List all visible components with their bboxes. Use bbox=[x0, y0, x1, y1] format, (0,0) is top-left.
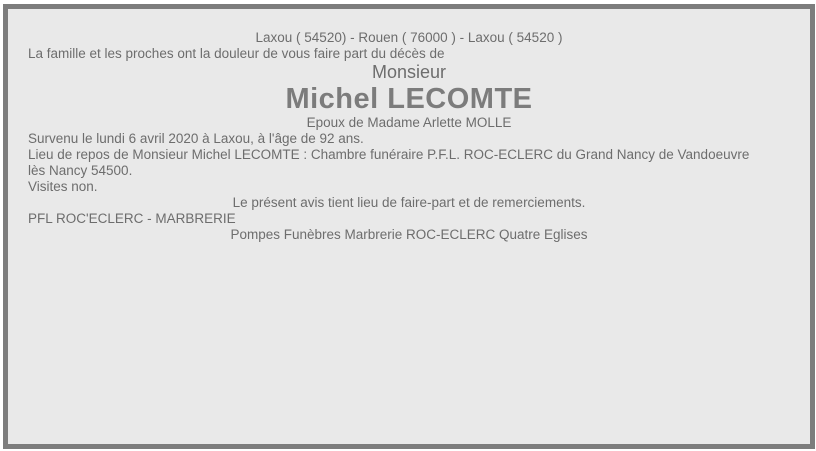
death-announcement-line: Survenu le lundi 6 avril 2020 à Laxou, à l'âge de 92 ans. bbox=[28, 131, 364, 146]
closing-line: Le présent avis tient lieu de faire-part et de remerciements. bbox=[232, 195, 586, 210]
civility-title: Monsieur bbox=[371, 62, 447, 82]
repose-location-line: Lieu de repos de Monsieur Michel LECOMTE : Chambre funéraire P.F.L. ROC-ECLERC du Grand Nancy de Vandoeuvre lès Nancy 54500. bbox=[28, 147, 750, 178]
visits-line: Visites non. bbox=[28, 179, 98, 194]
spouse-line: Epoux de Madame Arlette MOLLE bbox=[306, 115, 512, 130]
intro-line: La famille et les proches ont la douleur de vous faire part du décès de bbox=[28, 46, 445, 61]
funeral-home-signature: PFL ROC'ECLERC - MARBRERIE bbox=[28, 211, 236, 226]
locations-header: Laxou ( 54520) - Rouen ( 76000 ) - Laxou ( 54520 ) bbox=[255, 30, 563, 45]
deceased-name: Michel LECOMTE bbox=[285, 83, 533, 115]
funeral-company-line: Pompes Funèbres Marbrerie ROC-ECLERC Quatre Eglises bbox=[230, 227, 588, 242]
death-notice-panel bbox=[3, 4, 815, 449]
